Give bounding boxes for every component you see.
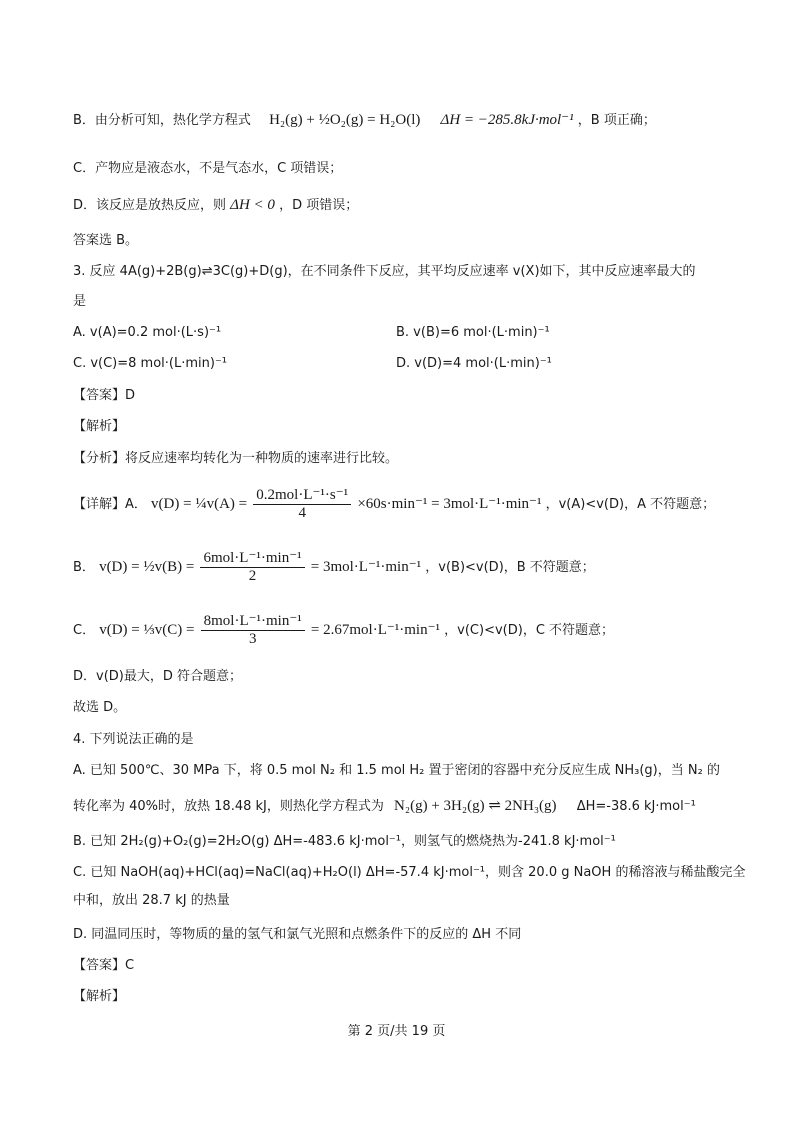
q4-option-c: C. 已知 NaOH(aq)+HCl(aq)=NaCl(aq)+H₂O(l) ΔH=-57.4 kJ·mol⁻¹，则含 20.0 g NaOH 的稀溶液与稀盐酸完全 <box>73 865 746 880</box>
q3-detail-c: C． v(D) = ⅓v(C) = $\frac{\text{8mol·L⁻¹·min⁻¹}}{3}$ = 2.67mol·L⁻¹·min⁻¹ ，v(C)<v(D)，C 不符题意； <box>73 613 615 647</box>
q3-option-b: B. v(B)=6 mol·(L·min)⁻¹ <box>396 325 550 340</box>
enthalpy-value: ΔH = −285.8kJ·mol⁻¹ <box>440 112 574 128</box>
q4-analysis-tag: 【解析】 <box>73 989 126 1004</box>
page-footer: 第 2 页/共 19 页 <box>347 1024 446 1039</box>
q4-option-a: A. 已知 500℃、30 MPa 下，将 0.5 mol N₂ 和 1.5 mol H₂ 置于密闭的容器中充分反应生成 NH₃(g)，当 N₂ 的 <box>73 763 720 778</box>
q3-option-d: D. v(D)=4 mol·(L·min)⁻¹ <box>396 356 552 371</box>
q4-option-c-cont: 中和，放出 28.7 kJ 的热量 <box>73 893 230 908</box>
q3-answer: 【答案】D <box>73 388 136 403</box>
q3-conclusion: 故选 D。 <box>73 700 127 715</box>
q3-stem-cont: 是 <box>73 294 87 309</box>
q3-analysis-tag: 【解析】 <box>73 419 126 434</box>
q3-detail-a: 【详解】A． v(D) = ¼v(A) = $\frac{\text{0.2mol·L⁻¹·s⁻¹}}{4}$ ×60s·min⁻¹ = 3mol·L⁻¹·min⁻¹ ，v(A)<v(D)，A 不符题意； <box>73 487 716 521</box>
fraction: $\frac{\text{0.2mol·L⁻¹·s⁻¹}}{4}$ <box>253 487 351 522</box>
answer-line: 答案选 B。 <box>73 233 139 248</box>
fraction: $\frac{\text{8mol·L⁻¹·min⁻¹}}{3}$ <box>201 613 305 648</box>
q3-option-c: C. v(C)=8 mol·(L·min)⁻¹ <box>73 356 228 371</box>
fraction: $\frac{\text{6mol·L⁻¹·min⁻¹}}{2}$ <box>200 550 304 585</box>
q4-option-b: B. 已知 2H₂(g)+O₂(g)=2H₂O(g) ΔH=-483.6 kJ·mol⁻¹，则氢气的燃烧热为-241.8 kJ·mol⁻¹ <box>73 834 616 849</box>
equilibrium-equation: N₂(g) + 3H₂(g) ⇌ 2NH₃(g) <box>394 798 557 814</box>
option-b-explanation: B．由分析可知，热化学方程式 H₂(g) + ½O₂(g) = H₂O(l) ΔH = −285.8kJ·mol⁻¹ ，B 项正确； <box>73 112 656 128</box>
q4-answer: 【答案】C <box>73 958 135 973</box>
q4-stem: 4. 下列说法正确的是 <box>73 732 194 747</box>
q4-option-a-cont: 转化率为 40%时，放热 18.48 kJ，则热化学方程式为 N₂(g) + 3H₂(g) ⇌ 2NH₃(g) ΔH=-38.6 kJ·mol⁻¹ <box>73 798 696 814</box>
q3-option-a: A. v(A)=0.2 mol·(L·s)⁻¹ <box>73 325 222 340</box>
enthalpy-inequality: ΔH < 0 <box>230 197 275 213</box>
q3-stem: 3. 反应 4A(g)+2B(g)⇌3C(g)+D(g)，在不同条件下反应，其平均反应速率 v(X)如下，其中反应速率最大的 <box>73 264 696 279</box>
thermo-equation: H₂(g) + ½O₂(g) = H₂O(l) <box>269 112 421 128</box>
q3-detail-b: B． v(D) = ½v(B) = $\frac{\text{6mol·L⁻¹·min⁻¹}}{2}$ = 3mol·L⁻¹·min⁻¹ ，v(B)<v(D)，B 不符题意； <box>73 550 595 584</box>
q3-detail-d: D．v(D)最大，D 符合题意； <box>73 669 243 684</box>
option-c-explanation: C．产物应是液态水，不是气态水，C 项错误； <box>73 161 343 176</box>
q4-option-d: D. 同温同压时，等物质的量的氢气和氯气光照和点燃条件下的反应的 ΔH 不同 <box>73 927 522 942</box>
option-d-explanation: D．该反应是放热反应，则 ΔH < 0 ，D 项错误； <box>73 197 359 213</box>
q3-analysis: 【分析】将反应速率均转化为一种物质的速率进行比较。 <box>73 451 399 466</box>
